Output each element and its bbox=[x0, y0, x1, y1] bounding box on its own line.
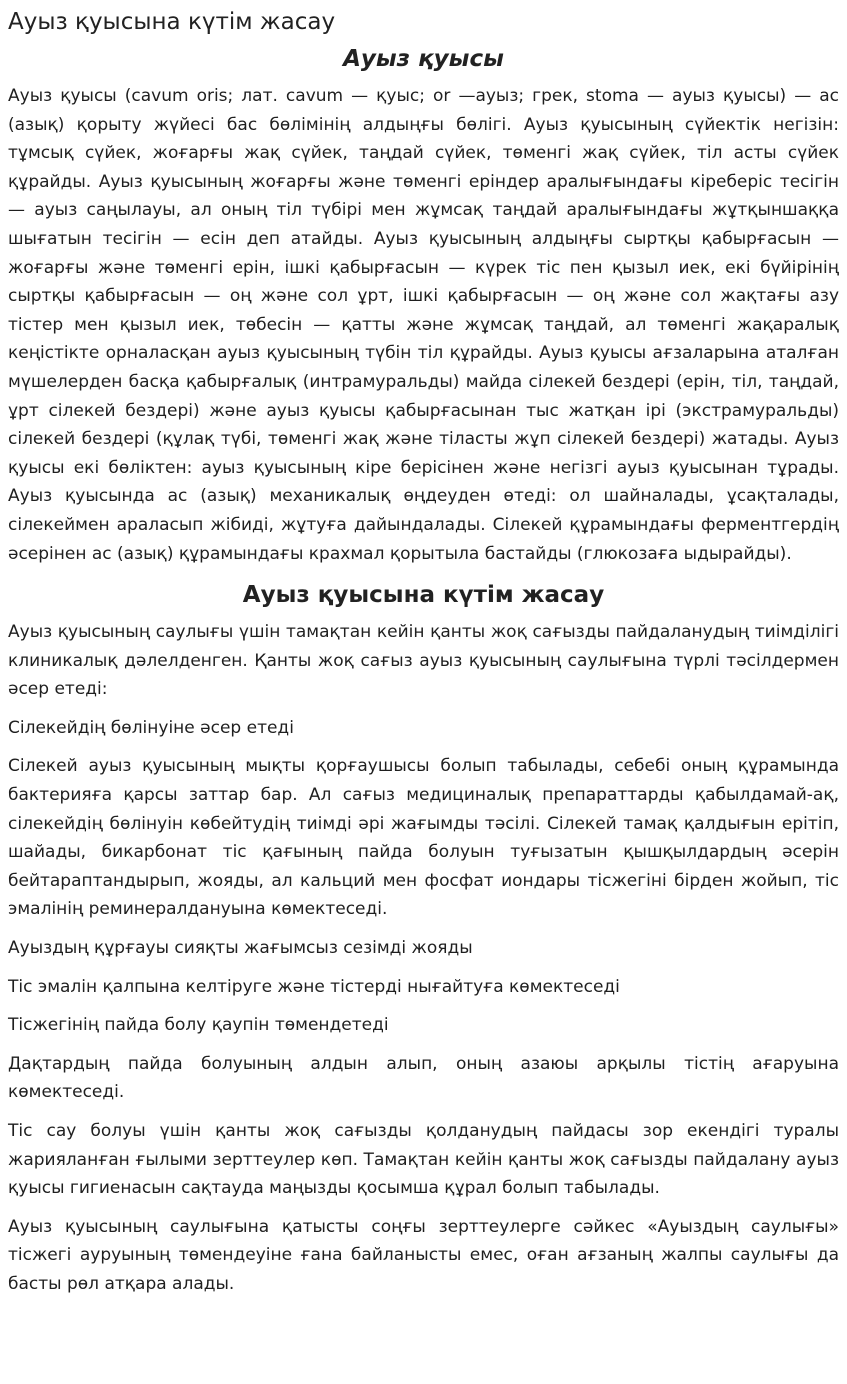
section-oral-care bbox=[8, 580, 839, 1298]
section-oral-cavity bbox=[8, 44, 839, 568]
paragraph-gum-benefits-intro: Ауыз қуысының саулығы үшін тамақтан кейін қанты жоқ сағызды пайдаланудың тиімділігі клиникалық дәлелденген. Қанты жоқ сағыз ауыз қуысының саулығына түрлі тәсілдермен әсер етеді: bbox=[8, 622, 839, 700]
paragraph-recent-studies: Ауыз қуысының саулығына қатысты соңғы зерттеулерге сәйкес «Ауыздың саулығы» тісжегі ауруының төмендеуіне ғана байланысты емес, оған ағзаның жалпы саулығы да басты рөл атқара алады. bbox=[8, 1216, 839, 1294]
paragraph-research: Тіс сау болуы үшін қанты жоқ сағызды қолданудың пайдасы зор екендігі туралы жарияланған ғылыми зерттеулер көп. Тамақтан кейін қанты жоқ сағызды пайдалану ауыз қуысы гигиенасын сақтауда маңызды қосымша құрал болып табылады. bbox=[8, 1121, 839, 1199]
paragraph-enamel-restoration: Тіс эмалін қалпына келтіруге және тістерді нығайтуға көмектеседі bbox=[8, 976, 620, 997]
paragraph-saliva-protection: Сілекей ауыз қуысының мықты қорғаушысы болып табылады, себебі оның құрамында бактерияға қарсы заттар бар. Ал сағыз медициналық препараттарды қабылдамай-ақ, сілекейдің бөлінуін көбейтудің тиімді әрі жағымды тәсілі. Сілекей тамақ қалдығын ерітіп, шайады, бикарбонат тіс қағының пайда болуын туғызатын қышқылдардың әсерін бейтараптандырып, жояды, ал кальций мен фосфат иондары тісжегіні бірден жойып, тіс эмалінің реминералдануына көмектеседі. bbox=[8, 756, 839, 920]
paragraph-saliva-effect: Сілекейдің бөлінуіне әсер етеді bbox=[8, 717, 294, 738]
paragraph-caries-risk: Тісжегінің пайда болу қаупін төмендетеді bbox=[8, 1015, 389, 1036]
paragraph-stain-prevention: Дақтардың пайда болуының алдын алып, оның азаюы арқылы тістің ағаруына көмектеседі. bbox=[8, 1053, 839, 1103]
section-heading-oral-care: Ауыз қуысына күтім жасау bbox=[242, 582, 605, 609]
page-title: Ауыз қуысына күтім жасау bbox=[8, 9, 336, 35]
paragraph-dry-mouth: Ауыздың құрғауы сияқты жағымсыз сезімді жояды bbox=[8, 938, 473, 959]
paragraph-oral-cavity: Ауыз қуысы (cavum oris; лат. cavum — қуыс; or —ауыз; грек, stoma — ауыз қуысы) — ас (азық) қорыту жүйесі бас бөлімінің алдыңғы бөлігі. Ауыз қуысының сүйектік негізін: тұмсық сүйек, жоғарғы жақ сүйек, таңдай сүйек, төменгі жақ сүйек, тіл асты сүйек құрайды. Ауыз қуысының жоғарғы және төменгі еріндер аралығындағы кіреберіс тесігін — ауыз саңылауы, ал оның тіл түбірі мен жұмсақ таңдай аралығындағы жұтқыншаққа шығатын тесігін — есін деп атайды. Ауыз қуысының алдыңғы сыртқы қабырғасын — жоғарғы және төменгі ерін, ішкі қабырғасын — күрек тіс пен қызыл иек, екі бүйірінің сыртқы қабырғасын — оң және сол ұрт, ішкі қабырғасын — оң және сол жақтағы азу тістер мен қызыл иек, төбесін — қатты және жұмсақ таңдай, ал төменгі жақаралық кеңістікте орналасқан ауыз қуысының түбін тіл құрайды. Ауыз қуысы ағзаларына аталған мүшелерден басқа қабырғалық (интрамуральды) майда сілекей бездері (ерін, тіл, таңдай, ұрт сілекей бездері) және ауыз қуысы қабырғасынан тыс жатқан ірі (экстрамуральды) сілекей бездері (құлақ түбі, төменгі жақ және тіласты жұп сілекей бездері) жатады. Ауыз қуысы екі бөліктен: ауыз қуысының кіре берісінен және негізгі ауыз қуысынан тұрады. Ауыз қуысында ас (азық) механикалық өңдеуден өтеді: ол шайналады, ұсақталады, сілекеймен араласып жібиді, жұтуға дайындалады. Сілекей құрамындағы ферментгердің әсерінен ас (азық) құрамындағы крахмал қорытыла бастайды (глюкозаға ыдырайды). bbox=[8, 86, 839, 564]
section-heading-oral-cavity: Ауыз қуысы bbox=[343, 46, 504, 72]
